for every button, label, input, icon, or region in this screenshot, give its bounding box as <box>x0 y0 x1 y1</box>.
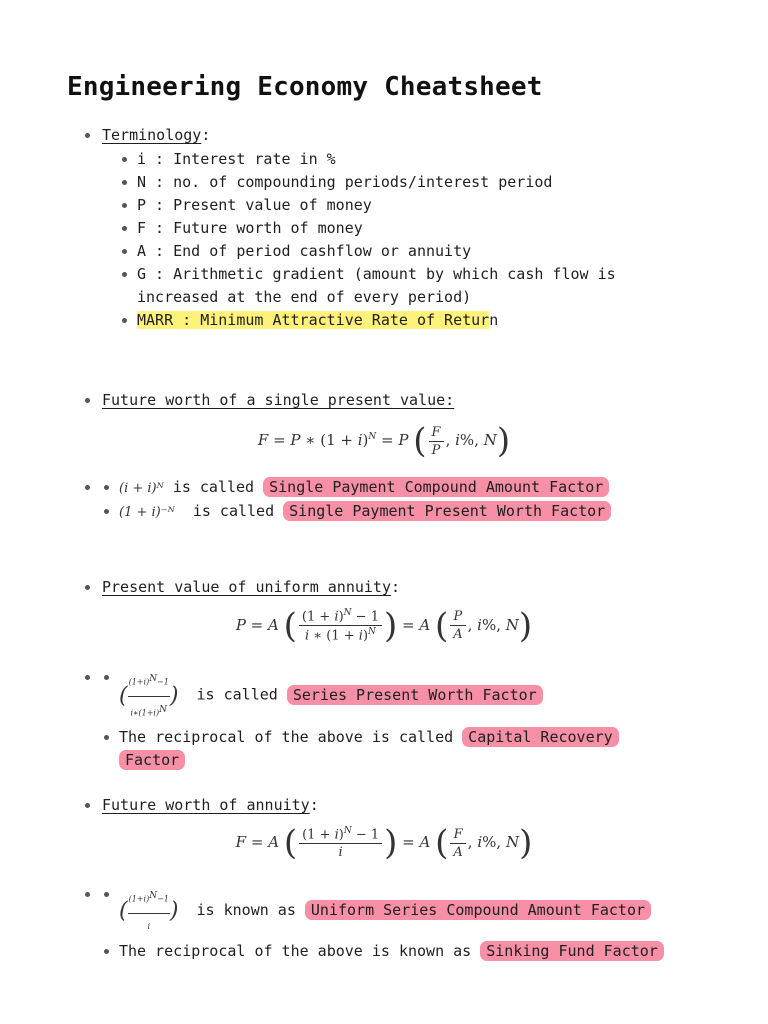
terminology-section <box>84 124 704 332</box>
term-a: A : End of period cashflow or annuity <box>102 240 704 263</box>
present-annuity-heading: Present value of uniform annuity <box>102 578 391 596</box>
sppwf-math: (1 + i)⁻ᴺ <box>119 505 175 520</box>
spwf-term: Series Present Worth Factor <box>287 685 543 705</box>
crf-term-b: Factor <box>119 750 185 770</box>
future-single-factor-list <box>84 476 704 524</box>
terminology-list <box>102 148 704 332</box>
future-single-formula: F = P ∗ $(1 + i)^N = P$ ( $\frac{F}{P}$ , i%, N) <box>257 421 511 461</box>
present-annuity-section <box>84 576 704 599</box>
marr-highlight: MARR : Minimum Attractive Rate of Retur <box>137 311 490 329</box>
future-single-section <box>84 389 704 412</box>
future-annuity-factor-list <box>84 883 704 963</box>
page-title: Engineering Economy Cheatsheet <box>67 72 543 102</box>
sppwf-term: Single Payment Present Worth Factor <box>283 501 611 521</box>
future-annuity-colon: : <box>309 796 319 814</box>
sppwf-text: is called <box>192 502 275 520</box>
spcaf-math: (i + i)ᴺ <box>119 481 164 496</box>
future-annuity-factors <box>84 883 704 963</box>
sff-item <box>84 940 704 963</box>
future-annuity-heading: Future worth of annuity <box>102 796 310 814</box>
crf-term-a: Capital Recovery <box>462 727 619 747</box>
crf-item <box>84 726 704 772</box>
sff-term: Sinking Fund Factor <box>480 941 664 961</box>
term-f: F : Future worth of money <box>102 217 704 240</box>
present-annuity-item <box>84 576 704 599</box>
spcaf-text: is called <box>172 478 255 496</box>
future-single-heading: Future worth of a single present value: <box>102 391 455 409</box>
terminology-item <box>84 124 704 332</box>
uscaf-math: ( $\frac{(1+i)^N-1}{i}$ ) <box>119 904 178 919</box>
term-n: N : no. of compounding periods/interest period <box>102 171 704 194</box>
term-i: i : Interest rate in % <box>102 148 704 171</box>
present-annuity-formula: P = A ( $\frac{(1 + i)^N - 1}{i ∗ (1 + i)^N}$ ) = A ( $\frac{P}{A}$ , i%, N) <box>235 605 533 646</box>
future-single-item <box>84 389 704 412</box>
future-annuity-section <box>84 794 704 817</box>
uscaf-text: is known as <box>196 900 296 919</box>
present-annuity-factor-list <box>84 666 704 772</box>
future-single-factors <box>84 476 704 524</box>
term-marr <box>102 309 704 332</box>
term-p: P : Present value of money <box>102 194 704 217</box>
future-annuity-formula: F = A ( $\frac{(1 + i)^N - 1}{i}$ ) = A ( $\frac{F}{A}$ , i%, N) <box>235 823 533 864</box>
marr-tail: n <box>489 311 499 329</box>
spwf-text: is called <box>196 685 278 704</box>
present-annuity-colon: : <box>390 578 401 596</box>
sppwf-item <box>84 500 704 524</box>
uscaf-term: Uniform Series Compound Amount Factor <box>305 900 651 920</box>
spwf-item <box>84 666 704 726</box>
future-annuity-item <box>84 794 704 817</box>
term-g: G : Arithmetic gradient (amount by which cash flow is increased at the end of every period) <box>102 263 704 309</box>
terminology-colon: : <box>201 126 211 144</box>
uscaf-item <box>84 883 704 940</box>
spcaf-term: Single Payment Compound Amount Factor <box>263 477 609 497</box>
spwf-math: ( $\frac{(1+i)^N-1}{i∗(1+i)^N}$ ) <box>119 689 178 704</box>
spcaf-item <box>84 476 704 500</box>
crf-text: The reciprocal of the above is called <box>119 728 454 747</box>
sff-text: The reciprocal of the above is known as <box>119 941 472 960</box>
present-annuity-factors <box>84 666 704 772</box>
terminology-heading: Terminology <box>102 126 202 144</box>
